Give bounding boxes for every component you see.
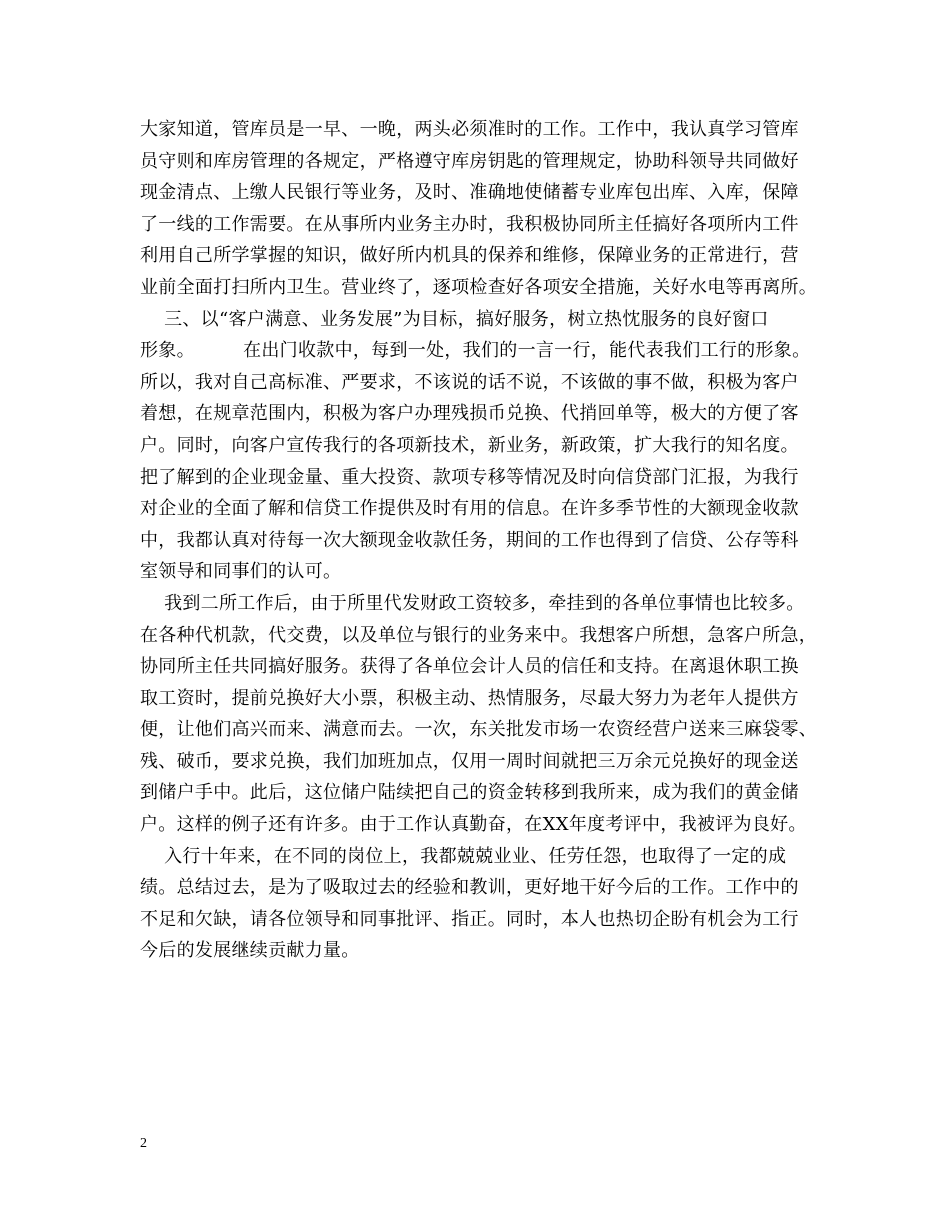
text-line: 入行十年来，在不同的岗位上，我都兢兢业业、任劳任怨，也取得了一定的成 xyxy=(140,845,787,867)
text-line: 便，让他们高兴而来、满意而去。一次，东关批发市场一农资经营户送来三麻袋零、 xyxy=(140,719,818,741)
text-line: 户。同时，向客户宣传我行的各项新技术，新业务，新政策，扩大我行的知名度。 xyxy=(140,434,799,456)
text-line: 了一线的工作需要。在从事所内业务主办时，我积极协同所主任搞好各项所内工件 xyxy=(140,213,799,235)
text-line: 不足和欠缺，请各位领导和同事批评、指正。同时，本人也热切企盼有机会为工行 xyxy=(140,908,799,930)
text-line: 取工资时，提前兑换好大小票，积极主动、热情服务，尽最大努力为老年人提供方 xyxy=(140,687,799,709)
text-line: 中，我都认真对待每一次大额现金收款任务，期间的工作也得到了信贷、公存等科 xyxy=(140,529,799,551)
text-line: 绩。总结过去，是为了吸取过去的经验和教训，更好地干好今后的工作。工作中的 xyxy=(140,877,799,899)
text-line: 利用自己所学掌握的知识，做好所内机具的保养和维修，保障业务的正常进行，营 xyxy=(140,245,799,267)
text-line: 今后的发展继续贡献力量。 xyxy=(140,940,360,962)
text-line: 业前全面打扫所内卫生。营业终了，逐项检查好各项安全措施，关好水电等再离所。 xyxy=(140,276,818,298)
text-line: 户。这样的例子还有许多。由于工作认真勤奋，在XX年度考评中，我被评为良好。 xyxy=(140,814,807,836)
text-line: 室领导和同事们的认可。 xyxy=(140,561,342,583)
text-line: 协同所主任共同搞好服务。获得了各单位会计人员的信任和支持。在离退休职工换 xyxy=(140,656,799,678)
text-line: 大家知道，管库员是一早、一晚，两头必须准时的工作。工作中，我认真学习管库 xyxy=(140,119,799,140)
text-line: 在各种代机款，代交费，以及单位与银行的业务来中。我想客户所想，急客户所急， xyxy=(140,624,818,646)
text-line: 残、破币，要求兑换，我们加班加点，仅用一周时间就把三万余元兑换好的现金送 xyxy=(140,750,799,772)
text-line: 三、以“客户满意、业务发展”为目标，搞好服务，树立热忱服务的良好窗口 xyxy=(140,308,769,330)
text-line: 所以，我对自己高标准、严要求，不该说的话不说，不该做的事不做，积极为客户 xyxy=(140,371,799,393)
text-line: 员守则和库房管理的各规定，严格遵守库房钥匙的管理规定，协助科领导共同做好 xyxy=(140,150,799,172)
text-line: 着想，在规章范围内，积极为客户办理残损币兑换、代捎回单等，极大的方便了客 xyxy=(140,403,799,425)
body-text xyxy=(140,114,825,967)
text-line: 我到二所工作后，由于所里代发财政工资较多，牵挂到的各单位事情也比较多。 xyxy=(140,592,805,614)
page-number: 2 xyxy=(140,1136,147,1151)
text-line: 到储户手中。此后，这位储户陆续把自己的资金转移到我所来，成为我们的黄金储 xyxy=(140,782,799,804)
text-line: 形象。 在出门收款中，每到一处，我们的一言一行，能代表我们工行的形象。 xyxy=(140,340,811,362)
text-line: 现金清点、上缴人民银行等业务，及时、准确地使储蓄专业库包出库、入库，保障 xyxy=(140,182,799,204)
text-line: 把了解到的企业现金量、重大投资、款项专移等情况及时向信贷部门汇报，为我行 xyxy=(140,466,799,488)
text-line: 对企业的全面了解和信贷工作提供及时有用的信息。在许多季节性的大额现金收款 xyxy=(140,498,799,520)
